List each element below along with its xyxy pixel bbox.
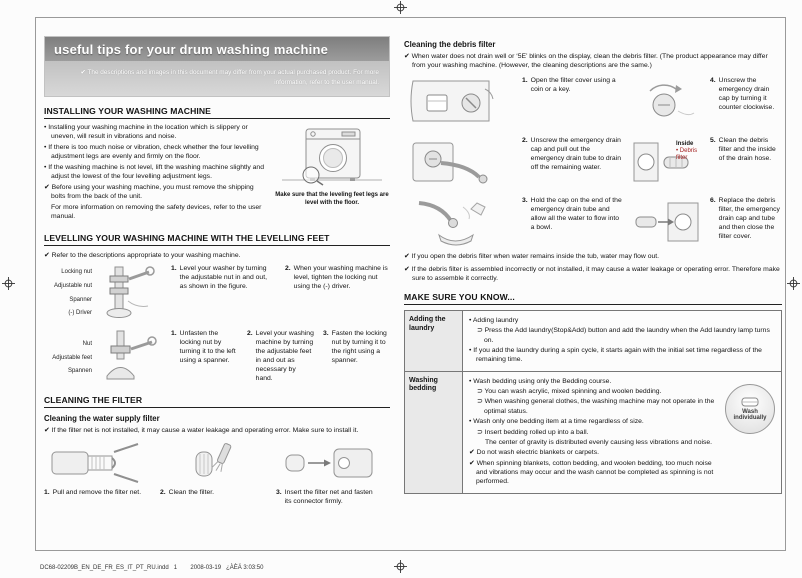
figure-label: Spannen xyxy=(67,368,92,375)
figure-label: (-) Driver xyxy=(68,310,92,317)
debris-note: ✔ When water does not drain well or ‘5E’ blinks on the display, clean the debris filter. (The product appearance may differ from your washing machine. (However, the cleaning descriptions are the same.) xyxy=(404,53,768,70)
drain-into-bowl-illustration xyxy=(405,197,515,247)
registration-mark-icon xyxy=(394,1,407,14)
filter-note: ✔ If the filter net is not installed, it may cause a water leakage and operating error. Make sure to install it. xyxy=(44,427,359,435)
step-number: 1. xyxy=(522,77,528,85)
section-levelling xyxy=(44,233,390,386)
banner-note: ✔ The descriptions and images in this document may differ from your actual purchased product. For more information, refer to the user manual. xyxy=(80,69,379,86)
step-text: Fasten the locking nut by turning it to the right using a spanner. xyxy=(331,330,387,364)
levelling-figure-2 xyxy=(44,330,162,386)
content-line: • Wash only one bedding item at a time regardless of size. xyxy=(469,418,644,426)
levelling-step xyxy=(171,330,238,366)
figure-label: Adjustable feet xyxy=(52,354,92,361)
badge-label: Wash individually xyxy=(733,408,767,422)
filter-steps xyxy=(44,489,390,507)
step-text: When your washing machine is level, tighten the locking nut using the (-) driver. xyxy=(293,265,388,291)
clean-filter-illustration xyxy=(162,440,262,486)
step-text: Clean the debris filter and the inside of the drain hose. xyxy=(718,137,776,163)
washing-machine-illustration xyxy=(282,124,382,186)
bullet-item: • Installing your washing machine in the location which is slippery or uneven, will result in vibrations and noise. xyxy=(44,124,248,141)
pull-drain-tube-illustration xyxy=(405,137,515,187)
debris-step xyxy=(522,77,624,95)
wash-individually-badge xyxy=(725,384,775,434)
figure-label: Adjustable nut xyxy=(53,282,92,289)
filter-figures xyxy=(44,440,390,486)
debris-step-figure-2 xyxy=(404,137,516,187)
step-text: Open the filter cover using a coin or a key. xyxy=(530,77,616,94)
content-line: ✔ When spinning blankets, cotton bedding, and woolen bedding, too much noise and vibrations may occur and the wash cannot be completed as spinning is not performed. xyxy=(469,459,714,486)
figure-label: Spanner xyxy=(69,296,92,303)
content-line: • If you add the laundry during a spin cycle, it starts again with the initial set time regardless of the remaining time. xyxy=(469,346,762,364)
debris-warning-1: ✔ If you open the debris filter when water remains inside the tub, water may flow out. xyxy=(404,253,660,261)
step-number: 3. xyxy=(323,330,329,338)
debris-steps-grid xyxy=(404,77,782,247)
right-column xyxy=(404,40,782,494)
debris-heading: Cleaning the debris filter xyxy=(404,40,496,49)
levelling-step xyxy=(323,330,390,366)
installing-heading: INSTALLING YOUR WASHING MACHINE xyxy=(44,106,390,119)
figure-labels xyxy=(44,341,92,375)
washer-figure-caption: Make sure that the leveling feet legs are level with the floor. xyxy=(275,192,389,206)
content-line: • Wash bedding using only the Bedding course. xyxy=(469,377,612,385)
levelling-figure-1 xyxy=(44,265,162,321)
levelling-step xyxy=(247,330,314,384)
step-number: 2. xyxy=(247,330,253,338)
bullet-item: • If the washing machine is not level, lift the washing machine slightly and adjust the lowest of the four levelling adjustment legs. xyxy=(44,164,264,181)
debris-step xyxy=(522,137,624,173)
adjustable-nut-illustration xyxy=(95,265,157,321)
debris-step-figure-3 xyxy=(404,197,516,247)
bullet-item-continuation: For more information on removing the safety devices, refer to the user manual. xyxy=(51,203,262,220)
filter-step-figure-1 xyxy=(44,440,148,486)
content-line: • Adding laundry xyxy=(469,316,519,324)
step-text: Hold the cap on the end of the emergency drain tube and allow all the water to flow into a bowl. xyxy=(530,197,622,232)
print-job-footer: DC68-02209B_EN_DE_FR_ES_IT_PT_RU.indd 1 2008-03-19 ¿ÀÈÄ 3:03:50 xyxy=(40,565,264,571)
step-number: 2. xyxy=(285,265,291,273)
step-number: 2. xyxy=(160,489,166,497)
filter-step xyxy=(44,489,148,507)
unscrew-drain-cap-illustration xyxy=(632,77,702,127)
installing-bullets xyxy=(44,124,268,224)
figure-labels xyxy=(44,269,92,316)
step-number: 4. xyxy=(710,77,716,85)
step-number: 1. xyxy=(171,330,177,338)
content-line: ⊃ When washing general clothes, the washing machine may not operate in the optimal status. xyxy=(477,398,715,415)
step-number: 5. xyxy=(710,137,716,145)
washer-figure xyxy=(274,124,390,207)
left-column xyxy=(44,36,390,507)
replace-debris-filter-illustration xyxy=(632,197,702,247)
step-number: 6. xyxy=(710,197,716,205)
step-number: 1. xyxy=(171,265,177,273)
debris-step xyxy=(710,137,782,164)
debris-step-figure-1 xyxy=(404,77,516,127)
debris-step xyxy=(710,197,782,242)
content-line: ⊃ Insert bedding rolled up into a ball. xyxy=(477,428,589,436)
step-text: Unfasten the locking nut by turning it to the left using a spanner. xyxy=(179,330,236,364)
section-cleaning-filter xyxy=(44,395,390,507)
figure-label: Nut xyxy=(82,341,92,348)
row-content xyxy=(463,371,782,493)
step-text: Clean the filter. xyxy=(168,489,215,497)
content-line: ⊃ You can wash acrylic, mixed spinning and woolen bedding. xyxy=(477,388,662,396)
debris-step-figure-5 xyxy=(630,137,704,187)
levelling-heading: LEVELLING YOUR WASHING MACHINE WITH THE LEVELLING FEET xyxy=(44,233,390,246)
step-number: 3. xyxy=(276,489,282,497)
filter-step xyxy=(160,489,264,507)
debris-step-figure-6 xyxy=(630,197,704,247)
content-line: ⊃ Press the Add laundry(Stop&Add) button and add the laundry when the Add laundry lamp turns on. xyxy=(477,327,770,344)
registration-mark-icon xyxy=(2,277,15,290)
step-text: Pull and remove the filter net. xyxy=(52,489,142,497)
step-text: Level your washing machine by turning the adjustable feet in and out as necessary by hand. xyxy=(255,330,314,382)
step-number: 1. xyxy=(44,489,50,497)
adjustable-feet-illustration xyxy=(95,330,157,386)
registration-mark-icon xyxy=(394,560,407,573)
section-make-sure-you-know xyxy=(404,292,782,494)
bedding-icon xyxy=(741,396,759,408)
levelling-step xyxy=(285,265,390,292)
step-text: Level your washer by turning the adjustable nut in and out, as shown in the figure. xyxy=(179,265,267,291)
debris-step xyxy=(522,197,624,233)
know-table xyxy=(404,310,782,494)
step-text: Insert the filter net and fasten its connector firmly. xyxy=(284,489,373,506)
water-supply-filter-subheading: Cleaning the water supply filter xyxy=(44,414,160,424)
step-number: 3. xyxy=(522,197,528,205)
step-text: Replace the debris filter, the emergency drain cap and tube and then close the filter cover. xyxy=(718,197,780,241)
open-filter-cover-illustration xyxy=(405,77,515,127)
filter-step-figure-2 xyxy=(160,440,264,486)
table-row xyxy=(405,371,782,493)
bullet-item: ✔ Before using your washing machine, you must remove the shipping bolts from the back of the unit. xyxy=(44,184,254,200)
levelling-step xyxy=(171,265,276,292)
row-label: Washing bedding xyxy=(405,371,463,493)
insert-filter-net-illustration xyxy=(278,440,378,486)
banner-title: useful tips for your drum washing machine xyxy=(45,37,389,61)
step-number: 2. xyxy=(522,137,528,145)
section-installing xyxy=(44,106,390,224)
row-label: Adding the laundry xyxy=(405,310,463,371)
levelling-row-1 xyxy=(44,265,390,321)
step-text: Unscrew the emergency drain cap by turning it counter clockwise. xyxy=(718,77,775,112)
debris-inset-label xyxy=(676,141,708,162)
row-content xyxy=(463,310,782,371)
table-row xyxy=(405,310,782,371)
debris-step-figure-4 xyxy=(630,77,704,127)
know-heading: MAKE SURE YOU KNOW... xyxy=(404,292,782,305)
debris-step xyxy=(710,77,782,113)
content-line: ✔ Do not wash electric blankets or carpets. xyxy=(469,449,599,457)
filter-step-figure-3 xyxy=(276,440,380,486)
figure-label: Locking nut xyxy=(61,269,92,276)
remove-filter-net-illustration xyxy=(46,440,146,486)
debris-warning-2: ✔ If the debris filter is assembled incorrectly or not installed, it may cause a water leakage or operating error. Therefore make sure to assemble it correctly. xyxy=(404,265,780,282)
content-line: The center of gravity is distributed evenly causing less vibrations and noise. xyxy=(485,438,713,446)
inset-line: Inside xyxy=(676,141,694,148)
filter-step xyxy=(276,489,380,507)
filter-heading: CLEANING THE FILTER xyxy=(44,395,390,408)
step-text: Unscrew the emergency drain cap and pull out the emergency drain tube to drain off the remaining water. xyxy=(530,137,621,172)
levelling-note: ✔ Refer to the descriptions appropriate to your washing machine. xyxy=(44,251,241,259)
section-debris-filter xyxy=(404,40,782,283)
registration-mark-icon xyxy=(787,277,800,290)
tips-banner xyxy=(44,36,390,97)
bullet-item: • If there is too much noise or vibration, check whether the four levelling adjustment legs are evenly and firmly on the floor. xyxy=(44,144,259,161)
inset-line: • Debris filter xyxy=(676,148,698,162)
levelling-row-2 xyxy=(44,330,390,386)
